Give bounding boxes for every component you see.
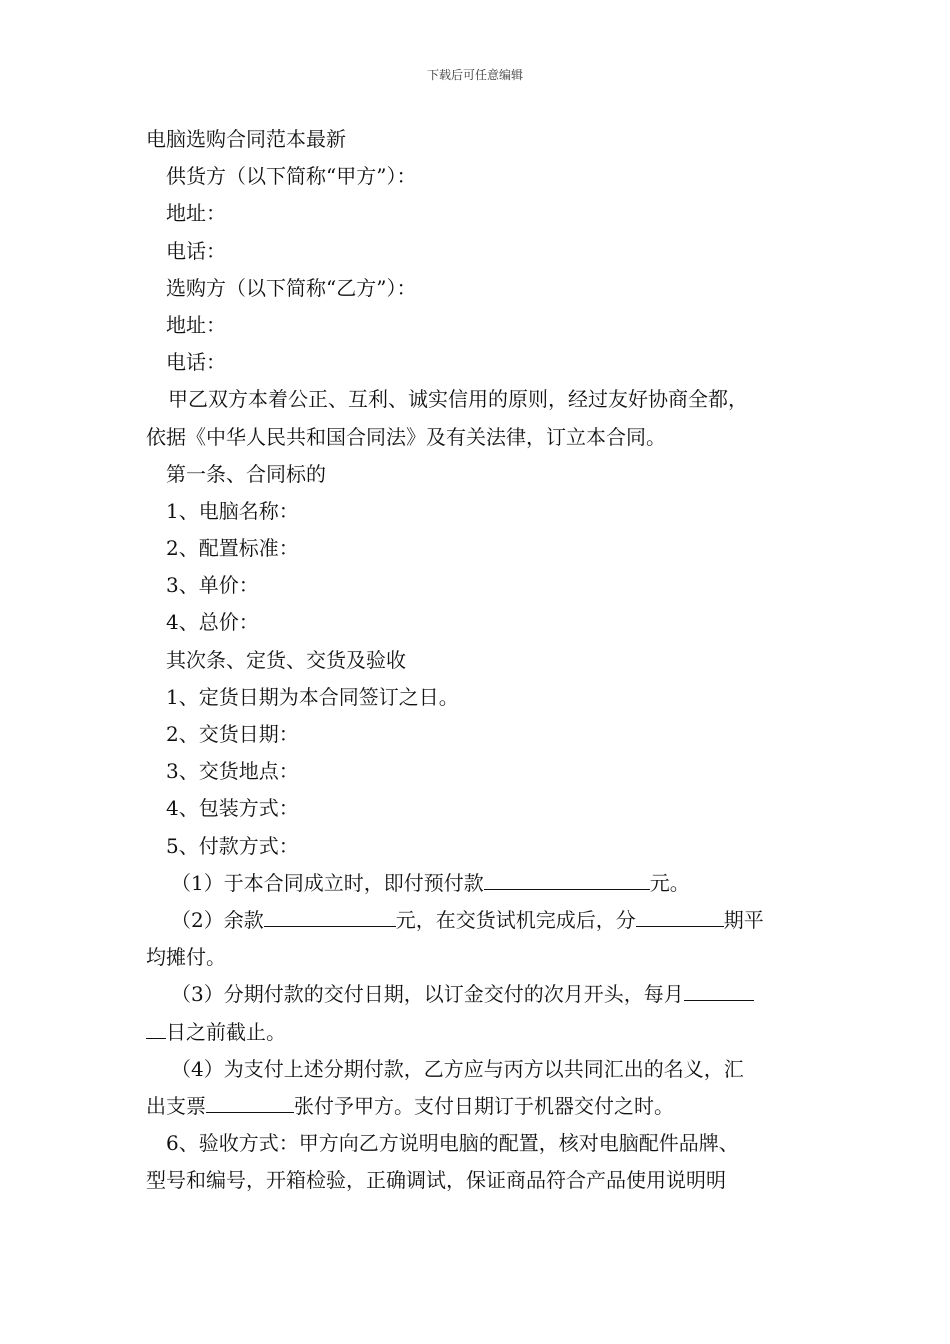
article-2-item-1: 1、定货日期为本合同签订之日。 (166, 684, 459, 709)
article-2-item-5: 5、付款方式： (166, 833, 299, 858)
article-1-item-1: 1、电脑名称： (166, 498, 299, 523)
payment-clause-2-middle: 元，在交货试机完成后，分 (395, 907, 636, 932)
prepayment-blank[interactable] (484, 871, 650, 890)
monthly-day-blank[interactable] (684, 982, 754, 1001)
installments-blank[interactable] (636, 908, 724, 927)
payment-clause-2-end: 期平 (723, 907, 764, 932)
article-2-title: 其次条、定货、交货及验收 (166, 647, 406, 672)
payment-clause-1-text: （1）于本合同成立时，即付预付款 (171, 870, 484, 895)
cheque-count-blank[interactable] (206, 1094, 294, 1113)
article-2-item-4: 4、包装方式： (166, 796, 299, 821)
article-2-item-6: 6、验收方式：甲方向乙方说明电脑的配置，核对电脑配件品牌、 (166, 1131, 739, 1156)
payment-clause-3-end: 日之前截止。 (166, 1019, 286, 1044)
buyer-phone: 电话： (166, 350, 226, 375)
buyer-address: 地址： (166, 312, 226, 337)
supplier-line: 供货方（以下简称“甲方”）： (166, 164, 417, 189)
balance-blank[interactable] (264, 908, 396, 927)
article-1-item-2: 2、配置标准： (166, 536, 299, 561)
payment-clause-3-continued (146, 1014, 812, 1051)
article-2-item-3: 3、交货地点： (166, 759, 299, 784)
preamble-line-1: 甲乙双方本着公正、互利、诚实信用的原则，经过友好协商全都， (168, 387, 748, 412)
payment-clause-2 (146, 902, 812, 939)
payment-clause-4: （4）为支付上述分期付款，乙方应与丙方以共同汇出的名义，汇 (171, 1056, 744, 1081)
article-2-item-6-continued: 型号和编号，开箱检验，正确调试，保证商品符合产品使用说明明 (146, 1168, 726, 1193)
payment-clause-2-text: （2）余款 (171, 907, 264, 932)
article-2-item-2: 2、交货日期： (166, 722, 299, 746)
document-title: 电脑选购合同范本最新 (146, 127, 346, 151)
supplier-phone: 电话： (166, 238, 226, 263)
payment-clause-4-continued (146, 1088, 812, 1125)
header-note: 下载后可任意编辑 (426, 68, 523, 82)
payment-clause-3 (146, 976, 812, 1013)
monthly-day-blank-continued[interactable] (146, 1020, 166, 1039)
payment-clause-1-unit: 元。 (649, 870, 690, 895)
preamble-line-2: 依据《中华人民共和国合同法》及有关法律，订立本合同。 (146, 424, 666, 449)
supplier-address: 地址： (166, 201, 226, 226)
contract-body (146, 121, 812, 1199)
payment-clause-2-continued: 均摊付。 (146, 945, 226, 970)
article-1-item-4: 4、总价： (166, 610, 259, 635)
buyer-line: 选购方（以下简称“乙方”）： (166, 275, 417, 300)
article-1-item-3: 3、单价： (166, 573, 259, 598)
article-1-title: 第一条、合同标的 (166, 461, 326, 486)
payment-clause-3-text: （3）分期付款的交付日期，以订金交付的次月开头，每月 (171, 982, 684, 1007)
payment-clause-1 (146, 865, 812, 902)
payment-clause-4-text: 出支票 (146, 1093, 206, 1118)
payment-clause-4-end: 张付予甲方。支付日期订于机器交付之时。 (294, 1093, 674, 1118)
